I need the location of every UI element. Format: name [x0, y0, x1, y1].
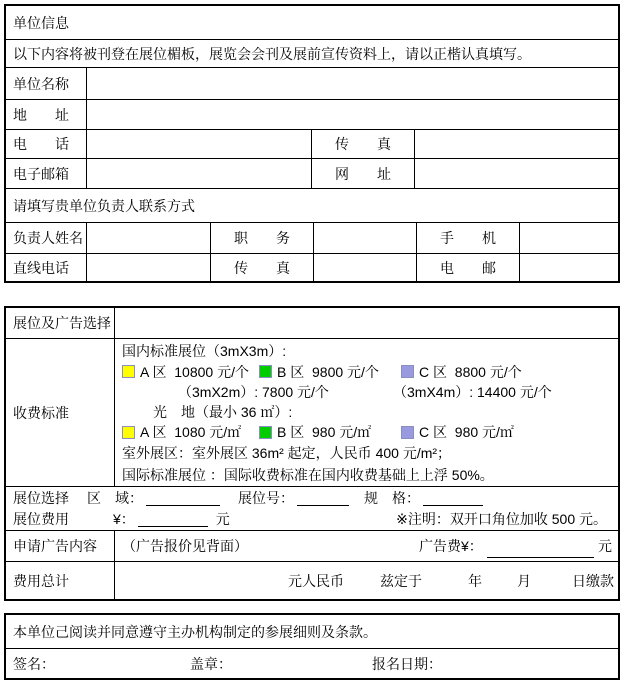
fax-label: 传 真 [311, 130, 414, 158]
direct-phone-field[interactable] [86, 254, 210, 281]
booth-no-label: 展位号： [238, 489, 294, 506]
reg-date-label: 报名日期： [372, 655, 442, 672]
email-label: 电子邮箱 [13, 165, 69, 182]
total-date-prefix: 兹定于 [380, 572, 422, 589]
international-booth-line: 国际标准展位 ：国际收费标准在国内收费基础上上浮 50%。 [122, 467, 494, 484]
open-ground-heading: 光 地（最小 36 ㎡）: [153, 403, 293, 420]
zone-c-color-swatch [401, 365, 414, 378]
fee-standard-content [114, 339, 618, 486]
booth-fee-line [6, 509, 618, 531]
booth-selection-fee-block [6, 487, 618, 530]
ad-fee-input-line[interactable] [487, 557, 594, 558]
ad-content-label: 申请广告内容 [13, 538, 97, 554]
contact-heading-row [6, 189, 618, 222]
contact-name-field[interactable] [86, 223, 210, 253]
ad-price-note: （广告报价见背面） [122, 538, 248, 554]
unit-name-field[interactable] [86, 68, 618, 99]
area-label: 区 域： [87, 489, 143, 506]
booth-fee-input-line[interactable] [138, 526, 208, 527]
domestic-booth-heading: 国内标准展位（3mX3m）: [122, 343, 287, 360]
section-title-text: 单位信息 [13, 14, 69, 31]
phone-label: 电 话 [13, 136, 69, 152]
total-month-label: 月 [517, 572, 531, 589]
contact-email-label: 电 邮 [416, 254, 519, 281]
zone-c-standard: C 区 8800 元/个 [401, 362, 522, 382]
notice-row [6, 40, 618, 67]
ad-fee-label: 广告费¥： [419, 538, 483, 554]
seal-label: 盖章： [190, 655, 232, 672]
total-day-pay-label: 日缴款 [572, 572, 614, 589]
booth-selection-label: 展位选择 [13, 489, 69, 506]
website-label: 网 址 [311, 159, 414, 188]
position-label: 职 务 [210, 223, 313, 253]
zone-b-color-swatch [259, 426, 272, 439]
size-3x2-price: （3mX2m）: 7800 元/个 [178, 383, 329, 400]
area-input-line[interactable] [146, 505, 220, 506]
position-field[interactable] [313, 223, 416, 253]
contact-fax-field[interactable] [313, 254, 416, 281]
spec-label: 规 格： [364, 489, 420, 506]
address-field[interactable] [86, 100, 618, 129]
zone-a-standard: A 区 10800 元/个 [122, 362, 259, 382]
unit-info-table [4, 4, 620, 283]
direct-phone-label: 直线电话 [13, 259, 69, 276]
website-field[interactable] [414, 159, 618, 188]
zone-b-standard: B 区 9800 元/个 [259, 362, 401, 382]
phone-field[interactable] [86, 130, 311, 158]
mobile-label: 手 机 [416, 223, 519, 253]
address-label: 地 址 [13, 106, 69, 123]
contact-fax-label: 传 真 [210, 254, 313, 281]
fax-field[interactable] [414, 130, 618, 158]
standard-zone-prices [115, 362, 618, 382]
total-fee-label: 费用总计 [13, 572, 69, 589]
booth-no-input-line[interactable] [297, 505, 349, 506]
notice-text: 以下内容将被刊登在展位楣板，展览会会刊及展前宣传资料上，请以正楷认真填写。 [13, 45, 531, 62]
booth-fee-label: 展位费用 [13, 511, 69, 528]
open-ground-prices [115, 422, 618, 443]
unit-info-section-title [6, 6, 618, 39]
booth-ad-section-title: 展位及广告选择 [13, 315, 111, 331]
booth-ad-table [4, 306, 620, 601]
zone-a-color-swatch [122, 426, 135, 439]
agreement-statement-text: 本单位己阅读并同意遵守主办机构制定的参展细则及条款。 [13, 623, 377, 640]
booth-ad-header-empty-cell [114, 308, 618, 338]
zone-c-color-swatch [401, 426, 414, 439]
fee-standard-label: 收费标准 [13, 404, 69, 421]
booth-fee-unit: 元 [215, 511, 230, 528]
outdoor-zone-line: 室外展区：室外展区 36m² 起定，人民币 400 元/m²； [122, 445, 452, 462]
zone-b-color-swatch [259, 365, 272, 378]
unit-name-label: 单位名称 [13, 75, 69, 92]
booth-fee-currency-label: ¥： [113, 511, 135, 528]
agreement-statement-row [6, 615, 618, 648]
total-year-label: 年 [468, 572, 482, 589]
ad-content-field[interactable] [114, 531, 413, 561]
zone-b-open-ground: B 区 980 元/㎡ [259, 422, 401, 442]
sign-label: 签名： [13, 655, 55, 672]
booth-selection-line [6, 487, 618, 509]
mobile-field[interactable] [519, 223, 618, 253]
agreement-table [4, 613, 620, 680]
total-currency-text: 元人民币 [288, 572, 344, 589]
contact-email-field[interactable] [519, 254, 618, 281]
zone-c-open-ground: C 区 980 元/㎡ [401, 422, 514, 442]
alternate-size-prices [115, 382, 618, 402]
corner-booth-note: ※注明：双开口角位加收 500 元。 [396, 511, 607, 528]
ad-fee-unit: 元 [598, 538, 612, 554]
total-fee-field[interactable] [114, 562, 618, 599]
signature-seal-date-row[interactable] [6, 649, 618, 678]
contact-name-label: 负责人姓名 [13, 230, 83, 246]
ad-fee-cell [413, 531, 618, 561]
zone-a-color-swatch [122, 365, 135, 378]
spec-input-line[interactable] [423, 505, 483, 506]
email-field[interactable] [86, 159, 311, 188]
contact-heading-text: 请填写贵单位负责人联系方式 [13, 197, 195, 214]
size-3x4-price: （3mX4m）: 14400 元/个 [393, 383, 552, 400]
zone-a-open-ground: A 区 1080 元/㎡ [122, 422, 259, 442]
